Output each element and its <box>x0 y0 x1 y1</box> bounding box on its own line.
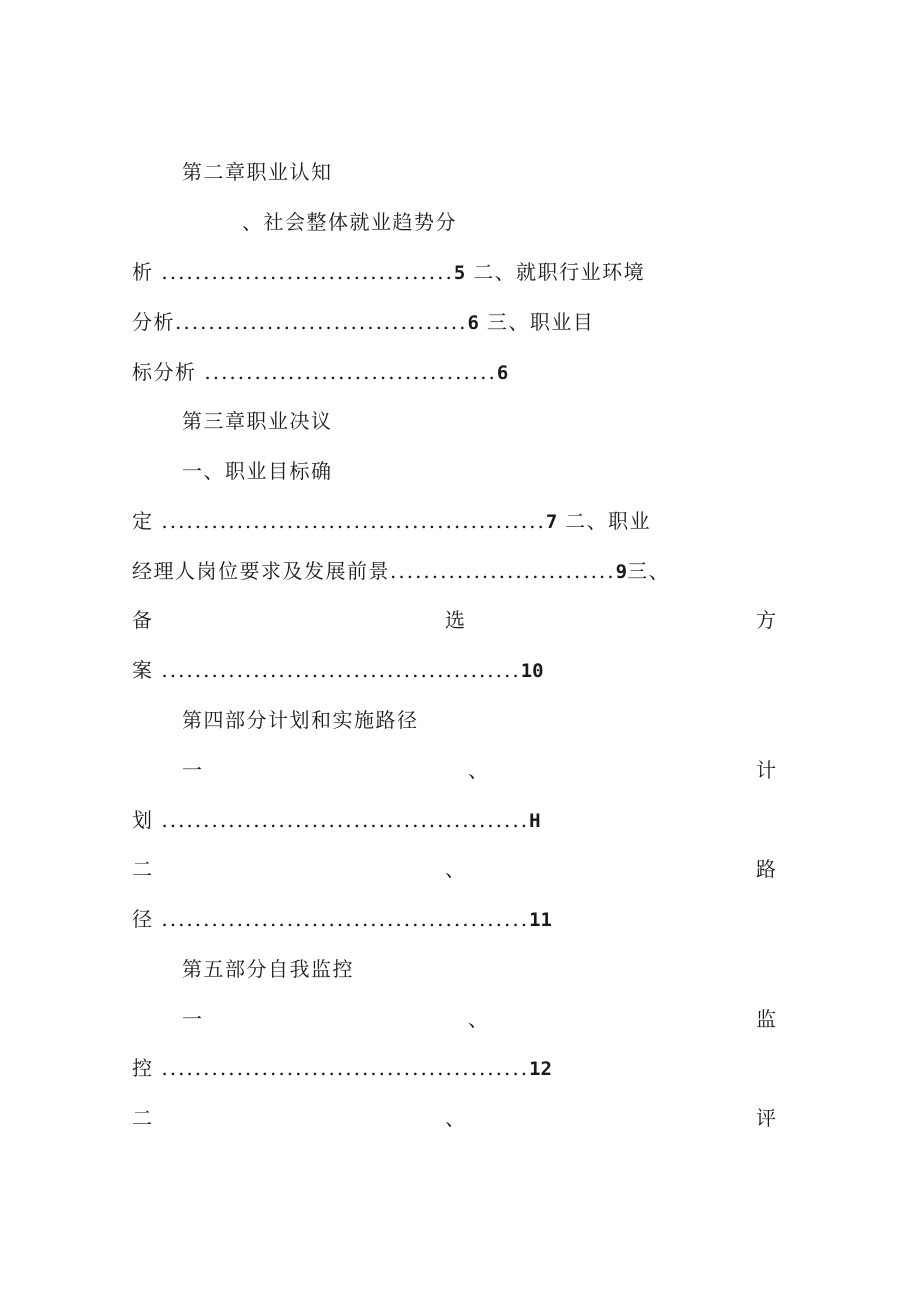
toc-entry-text: 二、职业 <box>565 509 652 533</box>
toc-spread-char: 、 <box>445 1106 465 1130</box>
toc-entry-text: 二、就职行业环境 <box>473 260 646 284</box>
toc-leader: ................................... <box>175 310 468 334</box>
toc-leader: ................................... <box>161 260 454 284</box>
toc-leader: ........................... <box>390 559 616 583</box>
toc-leader: ............................................ <box>161 808 530 832</box>
toc-entry-3-1-part: 一、职业目标确 <box>182 459 333 483</box>
toc-entry-3-1 <box>132 506 651 536</box>
toc-spread-char: 二 <box>132 857 152 881</box>
toc-entry-2-2 <box>132 307 594 337</box>
toc-entry-text: 案 <box>132 658 154 682</box>
toc-entry-2-1-part: 、社会整体就业趋势分 <box>242 210 457 234</box>
toc-spread-char: 方 <box>756 608 776 632</box>
toc-leader: ........................................... <box>161 658 521 682</box>
toc-leader: ................................... <box>204 360 497 384</box>
toc-entry-text: 定 <box>132 509 154 533</box>
toc-chapter-3: 第三章职业决议 <box>182 409 333 433</box>
toc-entry-3-3 <box>132 655 544 685</box>
toc-chapter-4: 第四部分计划和实施路径 <box>182 708 419 732</box>
toc-entry-4-2 <box>132 904 552 934</box>
toc-entry-3-2 <box>132 556 670 586</box>
toc-page-number: 6 <box>467 312 479 334</box>
toc-leader: .............................................. <box>161 509 546 533</box>
toc-spread-char: 一 <box>182 1007 202 1031</box>
toc-entry-text: 标分析 <box>132 360 197 384</box>
toc-spread-char: 、 <box>468 758 488 782</box>
toc-chapter-5: 第五部分自我监控 <box>182 957 354 981</box>
toc-page-number: 12 <box>529 1058 552 1080</box>
toc-entry-2-1 <box>132 257 645 287</box>
toc-entry-text: 经理人岗位要求及发展前景 <box>132 559 390 583</box>
toc-entry-text: 划 <box>132 808 154 832</box>
toc-entry-5-1 <box>132 1053 552 1083</box>
toc-spread-char: 计 <box>756 758 776 782</box>
toc-entry-text: 径 <box>132 907 154 931</box>
toc-spread-char: 二 <box>132 1106 152 1130</box>
toc-entry-text: 三、职业目 <box>486 310 595 334</box>
toc-entry-text: 控 <box>132 1056 154 1080</box>
toc-entry-4-1 <box>132 805 541 835</box>
toc-spread-char: 一 <box>182 758 202 782</box>
toc-spread-char: 路 <box>756 857 776 881</box>
toc-entry-text: 分析 <box>132 310 175 334</box>
toc-entry-2-3 <box>132 357 508 387</box>
toc-page-number: H <box>529 810 541 832</box>
toc-spread-char: 备 <box>132 608 152 632</box>
toc-page-number: 5 <box>453 262 466 284</box>
toc-spread-char: 、 <box>445 857 465 881</box>
toc-spread-char: 选 <box>445 608 465 632</box>
toc-chapter-2: 第二章职业认知 <box>182 160 333 184</box>
toc-entry-text: 三、 <box>627 559 671 583</box>
toc-leader: ............................................ <box>161 907 530 931</box>
toc-spread-char: 监 <box>756 1007 776 1031</box>
toc-page-number: 9 <box>615 561 628 583</box>
toc-page-number: 11 <box>529 909 552 931</box>
toc-page-number: 6 <box>496 362 509 384</box>
toc-entry-text: 析 <box>132 260 154 284</box>
toc-page-number: 10 <box>520 660 544 682</box>
toc-spread-char: 评 <box>756 1106 776 1130</box>
toc-leader: ............................................ <box>161 1056 530 1080</box>
toc-page-number: 7 <box>545 511 558 533</box>
toc-spread-char: 、 <box>468 1007 488 1031</box>
